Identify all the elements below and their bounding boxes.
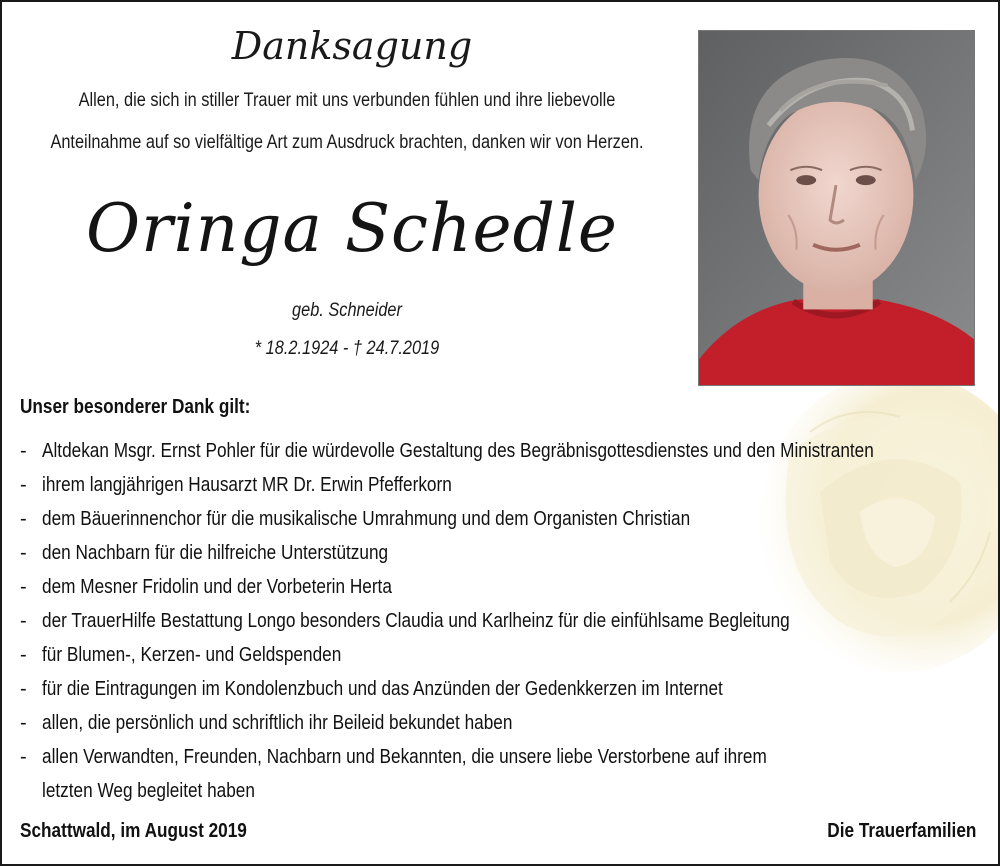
list-bullet: -: [20, 508, 27, 530]
intro-line-1: Allen, die sich in stiller Trauer mit uns verbunden fühlen und ihre liebevolle: [78, 90, 616, 111]
list-item-text: dem Mesner Fridolin und der Vorbeterin Herta: [42, 576, 392, 598]
thanks-heading: Unser besonderer Dank gilt:: [20, 396, 251, 418]
list-bullet: -: [20, 474, 27, 496]
list-item-text: dem Bäuerinnenchor für die musikalische Umrahmung und dem Organisten Christian: [42, 508, 691, 530]
intro-line-2: Anteilnahme auf so vielfältige Art zum Ausdruck brachten, danken wir von Herzen.: [50, 132, 644, 153]
birth-name: geb. Schneider: [292, 300, 402, 321]
list-item-text: allen, die persönlich und schriftlich ihr Beileid bekundet haben: [42, 712, 513, 734]
signature: Die Trauerfamilien: [826, 820, 976, 842]
list-item-text: für Blumen-, Kerzen- und Geldspenden: [42, 644, 342, 666]
list-bullet: -: [20, 678, 27, 700]
list-item-text: allen Verwandten, Freunden, Nachbarn und Bekannten, die unsere liebe Verstorbene auf ihrem: [42, 746, 767, 768]
list-bullet: -: [20, 440, 27, 462]
list-item-text: Altdekan Msgr. Ernst Pohler für die würdevolle Gestaltung des Begräbnisgottesdienstes und den Ministranten: [42, 440, 874, 462]
portrait-photo: [698, 30, 975, 386]
page-title: Danksagung: [231, 24, 473, 68]
list-item-text: der TrauerHilfe Bestattung Longo besonders Claudia und Karlheinz für die einfühlsame Begleitung: [42, 610, 790, 632]
list-bullet: -: [20, 610, 27, 632]
list-bullet: -: [20, 746, 27, 768]
list-item-text: ihrem langjährigen Hausarzt MR Dr. Erwin Pfefferkorn: [42, 474, 452, 496]
list-bullet: -: [20, 576, 27, 598]
list-item-text: für die Eintragungen im Kondolenzbuch und das Anzünden der Gedenkkerzen im Internet: [42, 678, 723, 700]
list-bullet: -: [20, 644, 27, 666]
life-dates: * 18.2.1924 - † 24.7.2019: [254, 338, 440, 359]
place-and-date: Schattwald, im August 2019: [20, 820, 247, 842]
deceased-name: Oringa Schedle: [85, 190, 618, 267]
list-bullet: -: [20, 542, 27, 564]
list-item-text: letzten Weg begleitet haben: [42, 780, 255, 802]
list-bullet: -: [20, 712, 27, 734]
list-item-text: den Nachbarn für die hilfreiche Unterstützung: [42, 542, 389, 564]
